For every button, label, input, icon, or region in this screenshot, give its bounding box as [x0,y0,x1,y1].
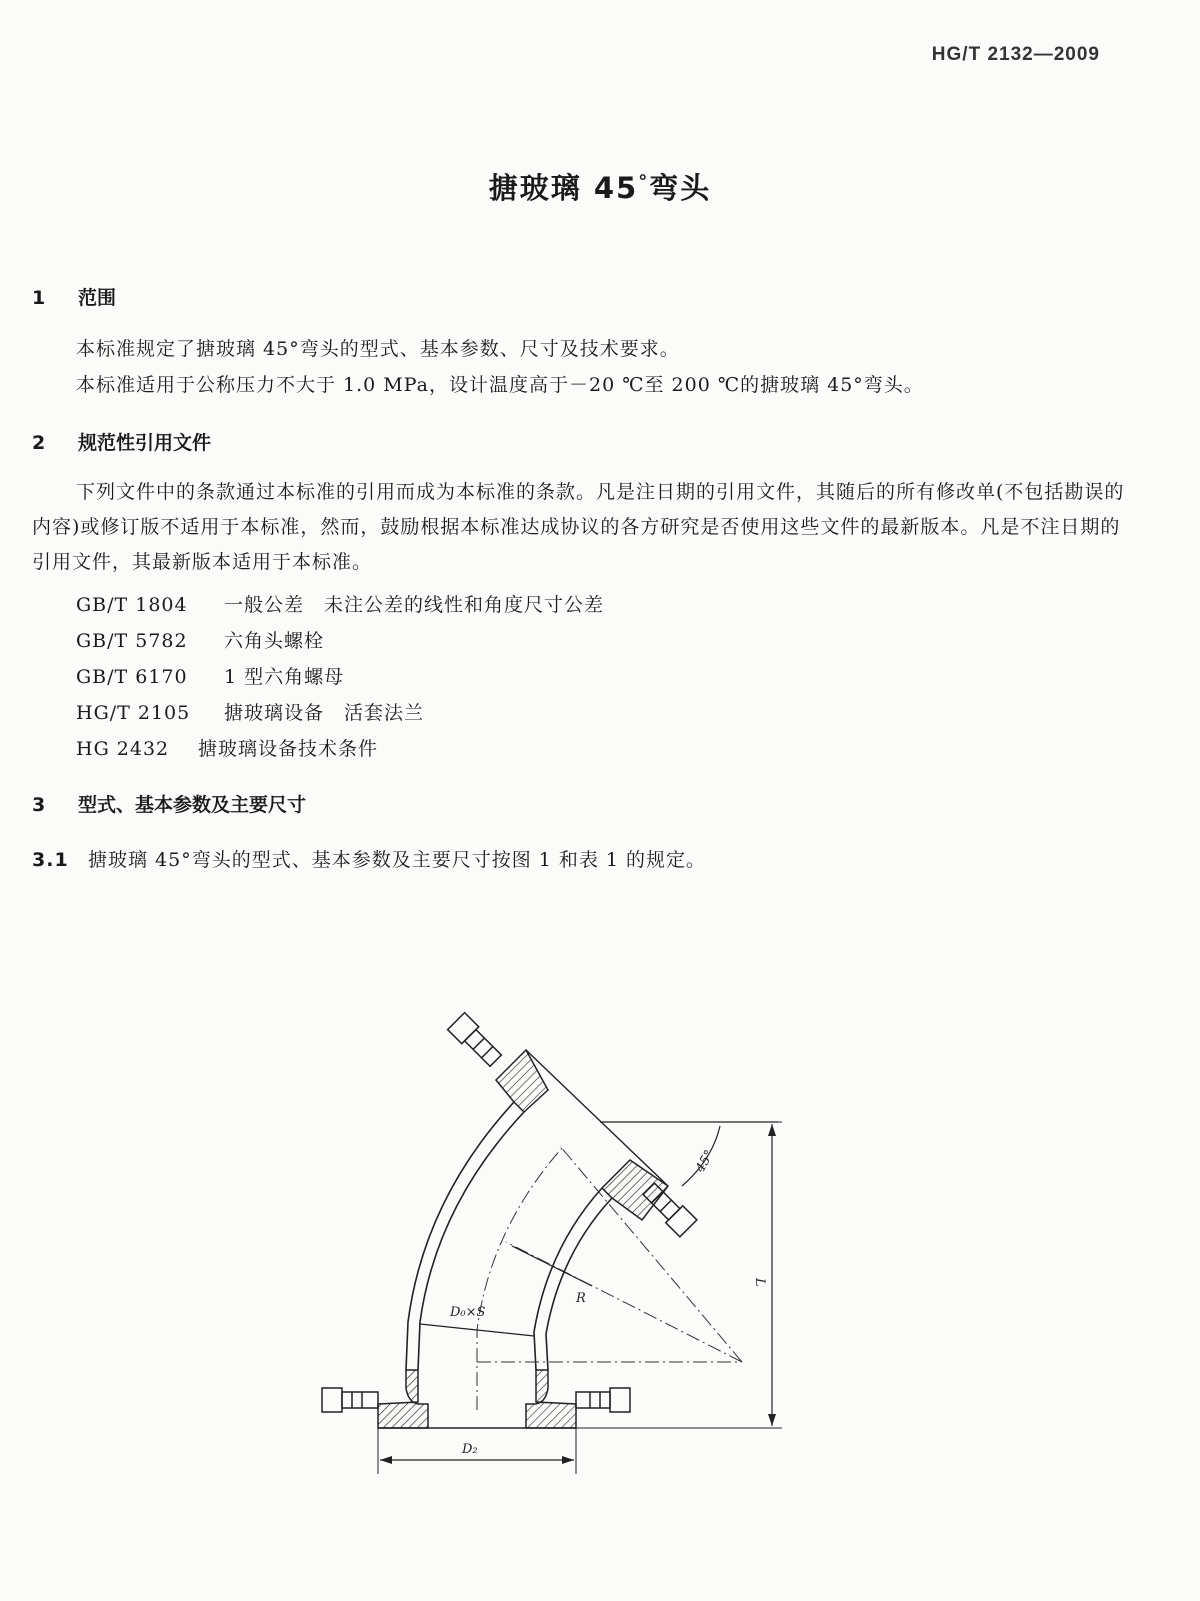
bottom-right-bolt [576,1388,630,1412]
length-arrow-top [768,1124,776,1136]
clause-3-1 [32,845,706,872]
title-degree: ° [638,171,650,193]
reference-title: 搪玻璃设备 活套法兰 [224,702,425,724]
flange-arrow-left [380,1456,392,1464]
reference-title: 六角头螺栓 [224,630,325,652]
reference-item [76,590,604,617]
top-flange-right-section [602,1160,668,1220]
bottom-flange-right-section [526,1370,576,1428]
document-title [0,166,1200,207]
normative-references-paragraph [32,475,1137,580]
reference-code: HG 2432 [76,738,170,760]
title-suffix: 弯头 [649,171,712,205]
inner-wall-inner [546,1198,612,1370]
outer-wall-inner [418,1112,524,1370]
section-title: 范围 [78,287,117,309]
section-number: 3 [32,794,46,816]
angle-label: 45° [692,1147,718,1176]
clause-number: 3.1 [32,849,69,871]
reference-code: HG/T 2105 [76,702,191,724]
top-left-bolt [448,1013,505,1070]
section-title: 规范性引用文件 [78,432,212,454]
top-flange-left-section [496,1050,548,1112]
reference-item [76,698,424,725]
section-number: 2 [32,432,46,454]
reference-title: 1 型六角螺母 [224,666,345,688]
inner-wall-outer [534,1188,602,1370]
bottom-left-bolt [322,1388,378,1412]
reference-title: 一般公差 未注公差的线性和角度尺寸公差 [224,594,605,616]
length-label: L [752,1278,767,1287]
section-number: 1 [32,287,46,309]
paragraph-text: 下列文件中的条款通过本标准的引用而成为本标准的条款。凡是注日期的引用文件，其随后的所有修改单(不包括勘误的内容)或修订版不适用于本标准，然而，鼓励根据本标准达成协议的各方研究是否使用这些文件的最新版本。凡是不注日期的引用文件，其最新版本适用于本标准。 [32,481,1125,573]
center-line-arc [477,1148,562,1410]
reference-title: 搪玻璃设备技术条件 [198,738,379,760]
bottom-flange-left-section [378,1370,428,1428]
section-3-heading [32,790,306,817]
reference-code: GB/T 1804 [76,594,188,616]
elbow-drawing [300,1010,800,1490]
radius-dimension [512,1246,592,1286]
reference-code: GB/T 5782 [76,630,188,652]
flange-diameter-label: D₂ [462,1442,478,1457]
flange-arrow-right [562,1456,574,1464]
pipe-size-label: D₀×S [450,1305,486,1320]
radius-label: R [576,1291,586,1306]
section-title: 型式、基本参数及主要尺寸 [78,794,307,816]
reference-item [76,734,378,761]
length-arrow-bottom [768,1414,776,1426]
reference-item [76,662,344,689]
section-2-heading [32,428,211,455]
scope-line-1: 本标准规定了搪玻璃 45°弯头的型式、基本参数、尺寸及技术要求。 [76,338,680,360]
standard-code: HG/T 2132—2009 [931,44,1100,65]
reference-code: GB/T 6170 [76,666,188,688]
scope-line-2: 本标准适用于公称压力不大于 1.0 MPa，设计温度高于－20 ℃至 200 ℃的搪玻璃 45°弯头。 [76,374,924,396]
clause-text: 搪玻璃 45°弯头的型式、基本参数及主要尺寸按图 1 和表 1 的规定。 [88,849,707,871]
top-flange-face [526,1050,668,1186]
reference-item [76,626,324,653]
radius-line [506,1242,742,1362]
title-main: 搪玻璃 45 [488,171,639,205]
section-1-heading [32,283,116,310]
